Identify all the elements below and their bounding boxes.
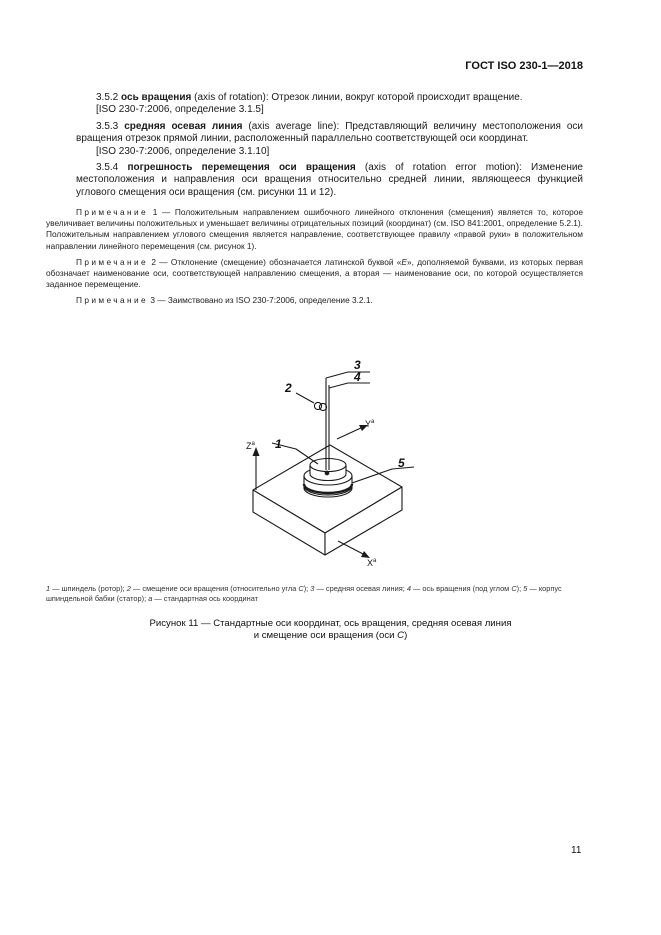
note-text: 1 — Положительным направлением ошибочного линейного отклонения (смещения) является то, которое увеличивает величины положительных и уменьшает величины отрицательных позиций (координат) (см. ISO 841:2001, определение 5.2.1). Положительным направлением углового смещения является направление, соответствующее правилу «правой руки» в положительном направлении линейного перемещения (см. рисунок 1). [46, 207, 583, 251]
note-letter: E [401, 256, 407, 267]
figure-caption [0, 618, 661, 642]
term: погрешность перемещения оси вращения [127, 162, 356, 174]
leader-2 [296, 393, 314, 403]
figure-legend [46, 584, 583, 604]
term: средняя осевая линия [124, 120, 243, 132]
note-text: 2 — Отклонение (смещение) обозначается латинской буквой « [148, 256, 402, 267]
label-5: 5 [398, 456, 405, 470]
document-header: ГОСТ ISO 230-1—2018 [465, 60, 583, 72]
legend-text: ); [303, 584, 311, 593]
definition-text: (axis of rotation): Отрезок линии, вокруг которой происходит вращение. [191, 92, 523, 103]
label-4: 4 [354, 370, 361, 384]
caption-line-1: Рисунок 11 — Стандартные оси координат, ось вращения, средняя осевая линия [149, 618, 512, 629]
y-axis-line [337, 427, 363, 439]
page-number: 11 [571, 845, 582, 856]
axis-label-x: $X^a$ [367, 558, 377, 568]
note-label: Примечание [76, 256, 149, 267]
note-label: Примечание [76, 207, 149, 217]
legend-text: — ось вращения (под углом [410, 584, 512, 593]
definition-text: (axis average line): Представляющий величину местоположения оси вращения отрезок прямой линии, расположенный параллельно соответствующей оси координат. [76, 120, 583, 145]
definition-text: (axis of rotation error motion): Изменение местоположения и направления оси вращения относительно средней линии, являющееся функцией углового смещения оси вращения (см. рисунки 11 и 12). [76, 162, 583, 198]
term: ось вращения [121, 92, 192, 103]
caption-axis: C [397, 630, 405, 641]
clause-number: 3.5.3 [96, 120, 125, 132]
reference-3-5-2: [ISO 230-7:2006, определение 3.1.5] [96, 104, 264, 116]
legend-axis: C [298, 584, 304, 593]
legend-text: — шпиндель (ротор); [50, 584, 127, 593]
x-axis-line [338, 541, 365, 555]
legend-text: — средняя осевая линия; [314, 584, 407, 593]
legend-number: 2 [126, 584, 131, 593]
leader-3 [326, 372, 370, 378]
legend-axis: C [511, 584, 517, 593]
note-text: 3 — Заимствовано из ISO 230-7:2006, определение 3.2.1. [148, 295, 373, 306]
z-arrowhead [253, 447, 260, 456]
note-text: », дополняемой буквами, из которых первая обозначает наименование оси, соответствующей направлению смещения, а вторая — наименование оси, по которой осуществляется заданное перемещение. [46, 256, 584, 290]
caption-text: и смещение оси вращения (оси [253, 630, 398, 641]
legend-number: 3 [310, 584, 315, 593]
clause-number: 3.5.4 [96, 162, 128, 174]
caption-text: ) [404, 630, 408, 641]
axis-label-y: $Y^a$ [365, 419, 375, 429]
legend-number: 1 [46, 584, 51, 593]
reference-3-5-3: [ISO 230-7:2006, определение 3.1.10] [96, 145, 270, 157]
legend-number: 4 [406, 584, 411, 593]
clause-number: 3.5.2 [96, 92, 122, 103]
axis-label-z: $Z^a$ [246, 441, 255, 451]
label-3: 3 [354, 358, 361, 372]
spindle-disc-top [310, 459, 346, 472]
label-1: 1 [275, 437, 282, 451]
caption-line-2 [0, 630, 661, 642]
x-arrowhead [361, 551, 370, 558]
legend-text: ); [516, 584, 524, 593]
note-label: Примечание [76, 295, 149, 306]
legend-number: 5 [523, 584, 528, 593]
legend-number: a [148, 594, 153, 603]
leader-4 [329, 383, 370, 388]
legend-text: — корпус шпиндельной бабки (статор); [46, 584, 562, 603]
legend-text: — смещение оси вращения (относительно угла [130, 584, 299, 593]
legend-text: — стандартная ось координат [152, 594, 259, 603]
displacement-circle-1 [314, 402, 321, 409]
label-2: 2 [285, 381, 292, 395]
